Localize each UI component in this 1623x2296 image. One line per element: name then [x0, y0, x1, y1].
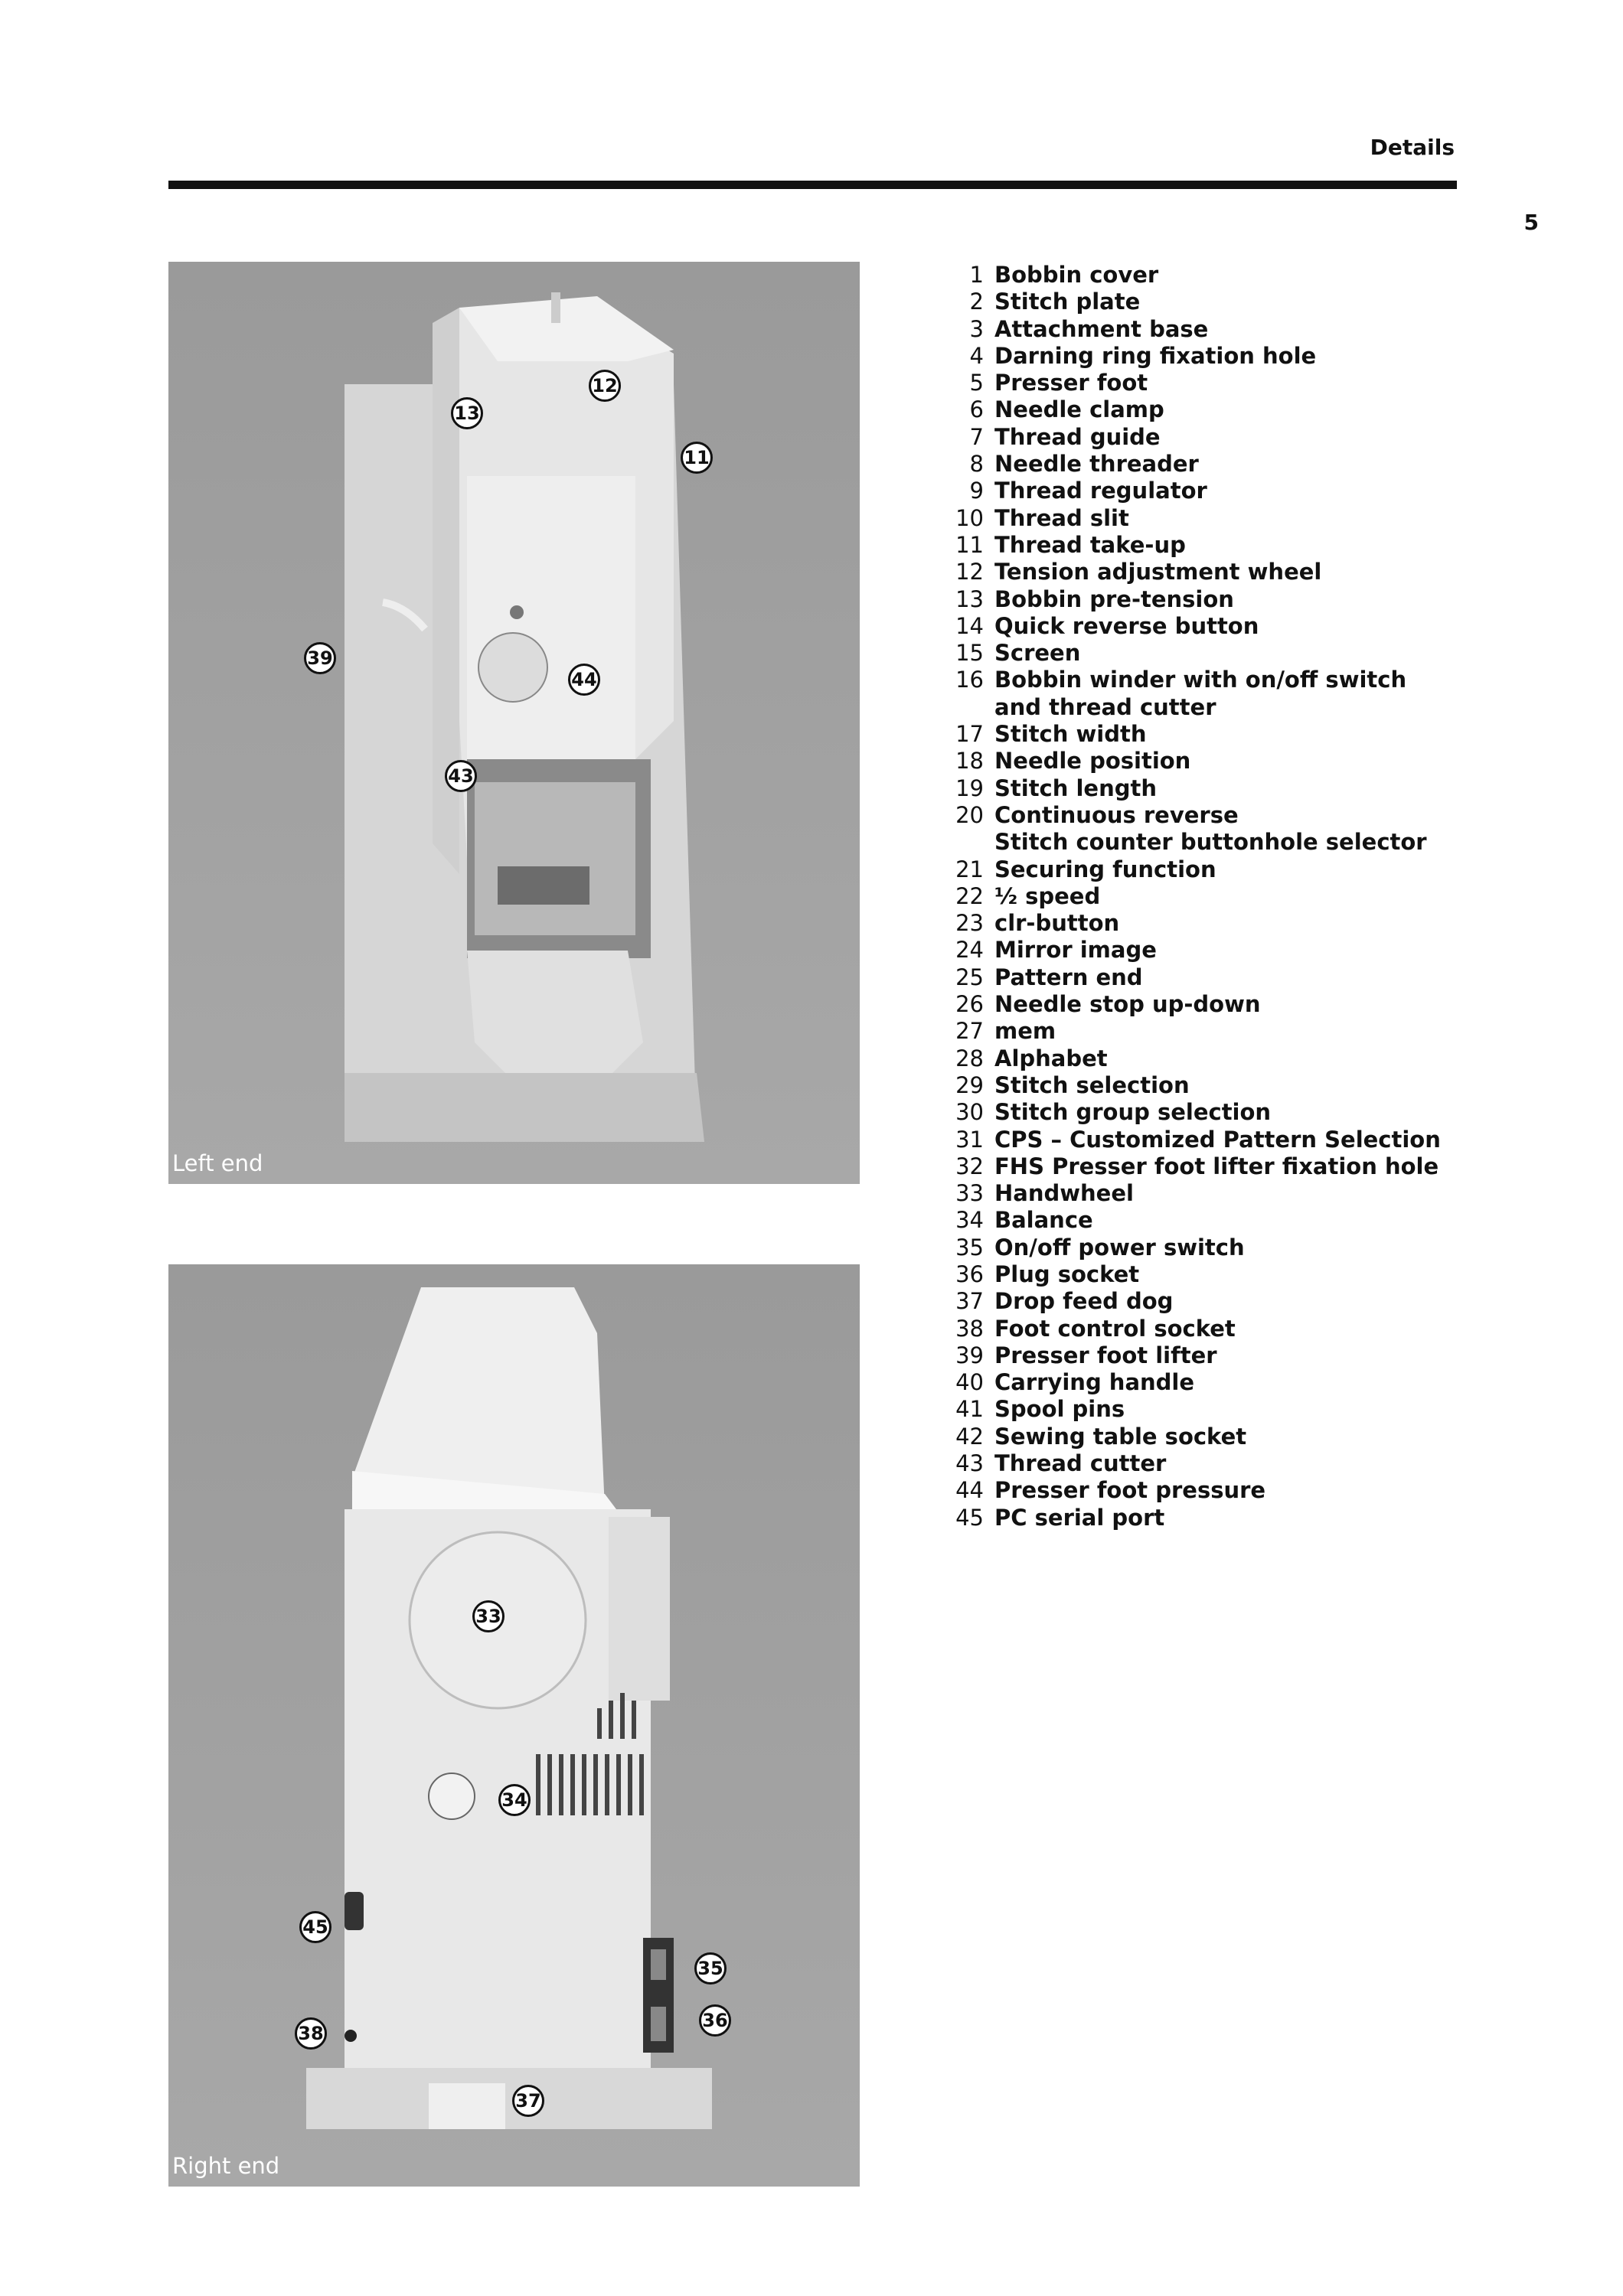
legend-item: [938, 316, 1612, 343]
legend-item-label: Thread slit: [994, 504, 1129, 531]
legend-item-number: 8: [969, 451, 984, 478]
callout-marker: 12: [589, 370, 621, 402]
legend-item-label: Quick reverse button: [994, 612, 1259, 639]
legend-item: [938, 289, 1612, 315]
parts-legend: [938, 262, 1612, 1531]
callout-marker: 44: [568, 664, 600, 696]
legend-item: [938, 991, 1612, 1018]
legend-item: [938, 1396, 1612, 1423]
right-end-illustration: [168, 1264, 860, 2187]
legend-item-number: 28: [955, 1045, 984, 1071]
legend-item-label: Continuous reverse Stitch counter buttonhole selector: [994, 801, 1427, 856]
legend-item: [938, 1342, 1612, 1369]
legend-item-number: 15: [955, 640, 984, 667]
legend-item-number: 37: [955, 1288, 984, 1315]
legend-item-label: Stitch width: [994, 721, 1147, 748]
callout-marker: 39: [304, 642, 336, 674]
legend-item-label: Stitch plate: [994, 289, 1141, 315]
legend-item-label: Presser foot: [994, 370, 1148, 396]
legend-item-label: FHS Presser foot lifter fixation hole: [994, 1153, 1439, 1179]
legend-item-number: 26: [955, 991, 984, 1018]
legend-item-label: Screen: [994, 640, 1081, 667]
callout-marker: 38: [295, 2017, 327, 2050]
legend-item-label: Securing function: [994, 856, 1216, 882]
legend-item: [938, 856, 1612, 883]
legend-item: [938, 396, 1612, 423]
legend-item-number: 3: [969, 315, 984, 342]
legend-item-label: Stitch selection: [994, 1071, 1190, 1098]
legend-item-number: 17: [955, 721, 984, 748]
legend-item-label: Bobbin pre-tension: [994, 585, 1234, 612]
legend-item-label: Drop feed dog: [994, 1288, 1174, 1315]
legend-item-number: 36: [955, 1261, 984, 1287]
legend-item-number: 42: [955, 1423, 984, 1450]
legend-item-number: 19: [955, 775, 984, 801]
legend-item: [938, 1505, 1612, 1531]
legend-item-number: 6: [969, 396, 984, 423]
legend-item-label: Thread cutter: [994, 1450, 1167, 1477]
legend-item-label: Sewing table socket: [994, 1423, 1247, 1450]
legend-item-number: 22: [955, 882, 984, 909]
legend-item-number: 27: [955, 1018, 984, 1045]
legend-item: [938, 1018, 1612, 1045]
legend-item-label: Carrying handle: [994, 1369, 1195, 1396]
callout-marker: 35: [694, 1952, 727, 1985]
legend-item-label: Needle stop up-down: [994, 991, 1261, 1018]
legend-item-label: Stitch length: [994, 775, 1158, 801]
legend-item: [938, 343, 1612, 370]
legend-item-label: Thread guide: [994, 423, 1161, 450]
legend-item: [938, 1180, 1612, 1207]
legend-item: [938, 1127, 1612, 1153]
legend-item: [938, 640, 1612, 667]
legend-item-number: 11: [955, 531, 984, 558]
legend-item: [938, 802, 1612, 856]
legend-item-number: 29: [955, 1071, 984, 1098]
legend-item: [938, 532, 1612, 559]
legend-item-number: 7: [969, 423, 984, 450]
legend-item-label: Bobbin winder with on/off switch and thread cutter: [994, 667, 1407, 720]
legend-item: [938, 1045, 1612, 1072]
legend-item-number: 38: [955, 1315, 984, 1342]
legend-item-number: 43: [955, 1450, 984, 1477]
legend-item-label: ½ speed: [994, 882, 1101, 909]
legend-item-label: Thread take-up: [994, 531, 1186, 558]
photo-caption-left-end: Left end: [172, 1150, 263, 1176]
legend-item-number: 14: [955, 612, 984, 639]
legend-item-label: Darning ring fixation hole: [994, 342, 1317, 369]
legend-item-number: 34: [955, 1207, 984, 1234]
legend-item-number: 2: [969, 289, 984, 315]
legend-item-label: Thread regulator: [994, 478, 1207, 504]
header-rule: [168, 181, 1457, 189]
legend-item: [938, 424, 1612, 451]
legend-item-label: Mirror image: [994, 937, 1157, 964]
legend-item: [938, 1234, 1612, 1261]
callout-marker: 13: [451, 397, 483, 429]
legend-item-label: CPS – Customized Pattern Selection: [994, 1126, 1441, 1153]
legend-item-number: 39: [955, 1342, 984, 1368]
legend-item-number: 4: [969, 342, 984, 369]
legend-item-label: Alphabet: [994, 1045, 1108, 1071]
legend-item-number: 31: [955, 1126, 984, 1153]
legend-item-label: Spool pins: [994, 1396, 1125, 1423]
legend-item: [938, 910, 1612, 937]
legend-item: [938, 1153, 1612, 1180]
legend-item: [938, 775, 1612, 802]
legend-item-label: Attachment base: [994, 315, 1209, 342]
legend-item-label: PC serial port: [994, 1504, 1165, 1531]
legend-item-number: 40: [955, 1369, 984, 1396]
legend-item-label: Needle clamp: [994, 396, 1164, 423]
legend-item-label: Presser foot pressure: [994, 1477, 1266, 1504]
legend-item-label: mem: [994, 1018, 1056, 1045]
legend-item-label: Tension adjustment wheel: [994, 559, 1322, 585]
legend-item: [938, 1316, 1612, 1342]
legend-item: [938, 1477, 1612, 1504]
page-number: 5: [1523, 210, 1539, 235]
legend-item: [938, 1207, 1612, 1234]
legend-item-number: 18: [955, 748, 984, 775]
legend-item-number: 24: [955, 937, 984, 964]
callout-marker: 11: [681, 442, 713, 474]
legend-item: [938, 964, 1612, 991]
legend-item-label: Needle threader: [994, 451, 1199, 478]
legend-item: [938, 370, 1612, 396]
legend-item-number: 44: [955, 1477, 984, 1504]
legend-item: [938, 1288, 1612, 1315]
callout-marker: 43: [445, 760, 477, 792]
legend-item-number: 21: [955, 856, 984, 882]
legend-item-number: 45: [955, 1504, 984, 1531]
legend-item: [938, 262, 1612, 289]
legend-item-label: Pattern end: [994, 964, 1143, 990]
legend-item-number: 5: [969, 370, 984, 396]
legend-item: [938, 748, 1612, 775]
left-end-illustration: [168, 262, 860, 1184]
callout-marker: 33: [472, 1600, 505, 1632]
legend-item-number: 20: [955, 801, 984, 828]
legend-item-number: 41: [955, 1396, 984, 1423]
legend-item-label: Stitch group selection: [994, 1099, 1272, 1126]
legend-item-number: 16: [955, 667, 984, 693]
page-header-title: Details: [1370, 135, 1455, 160]
legend-item: [938, 937, 1612, 964]
callout-marker: 36: [699, 2004, 731, 2037]
legend-item-number: 1: [969, 262, 984, 288]
callout-marker: 34: [498, 1784, 531, 1816]
legend-item-label: clr-button: [994, 910, 1120, 937]
legend-item-label: Balance: [994, 1207, 1093, 1234]
legend-item: [938, 883, 1612, 910]
photo-left-end: [168, 262, 860, 1184]
legend-item-label: Needle position: [994, 748, 1191, 775]
legend-item-label: Foot control socket: [994, 1315, 1236, 1342]
legend-item-label: Handwheel: [994, 1180, 1134, 1207]
legend-item: [938, 667, 1612, 721]
legend-item-number: 33: [955, 1180, 984, 1207]
legend-item: [938, 721, 1612, 748]
legend-item-label: On/off power switch: [994, 1234, 1245, 1261]
legend-item-number: 12: [955, 559, 984, 585]
legend-item: [938, 1369, 1612, 1396]
legend-item-label: Presser foot lifter: [994, 1342, 1217, 1368]
legend-item-number: 30: [955, 1099, 984, 1126]
legend-item-number: 23: [955, 910, 984, 937]
legend-item-number: 9: [969, 478, 984, 504]
legend-item-label: Plug socket: [994, 1261, 1140, 1287]
callout-marker: 45: [299, 1911, 331, 1943]
photo-caption-right-end: Right end: [172, 2153, 280, 2179]
callout-marker: 37: [512, 2085, 544, 2117]
legend-item: [938, 559, 1612, 585]
legend-item: [938, 613, 1612, 640]
legend-item: [938, 1450, 1612, 1477]
legend-item: [938, 1424, 1612, 1450]
legend-item-number: 10: [955, 504, 984, 531]
legend-item-number: 25: [955, 964, 984, 990]
legend-item: [938, 1099, 1612, 1126]
photo-right-end: [168, 1264, 860, 2187]
legend-item-number: 32: [955, 1153, 984, 1179]
legend-item: [938, 1261, 1612, 1288]
legend-item: [938, 1072, 1612, 1099]
legend-item: [938, 451, 1612, 478]
legend-item: [938, 586, 1612, 613]
legend-item: [938, 505, 1612, 532]
legend-item-label: Bobbin cover: [994, 262, 1159, 288]
legend-item-number: 35: [955, 1234, 984, 1261]
legend-item: [938, 478, 1612, 504]
legend-item-number: 13: [955, 585, 984, 612]
